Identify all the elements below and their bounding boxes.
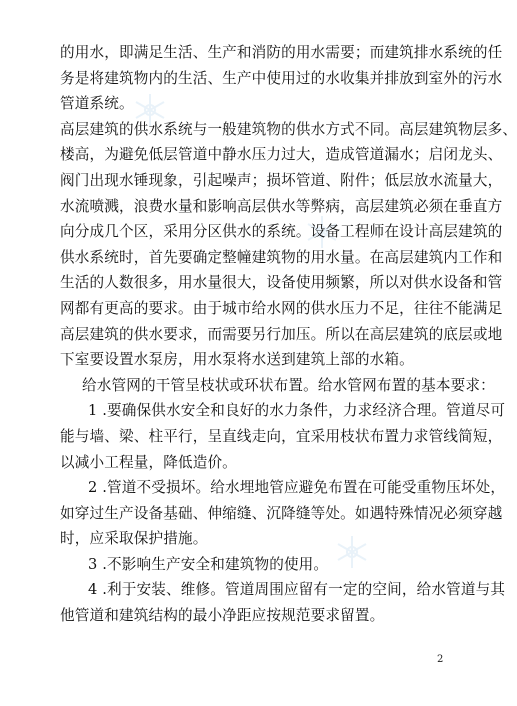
page-number: 2 [437,654,444,665]
text-line: 他管道和建筑结构的最小净距应按规范要求留置。 [60,607,385,625]
text-line: 下室要设置水泵房，用水泵将水送到建筑上部的水箱。 [60,351,414,369]
text-line: 阀门出现水锤现象，引起噪声；损坏管道、附件；低层放水流量大， [60,171,503,189]
text-line: 生活的人数很多，用水量很大，设备使用频繁，所以对供水设备和管 [60,274,503,292]
text-line: 管道系统。 [60,95,134,113]
text-line: 以减小工程量，降低造价。 [60,453,237,471]
text-line: 3 .不影响生产安全和建筑物的使用。 [88,555,329,573]
text-line: 高层建筑的供水要求，而需要另行加压。所以在高层建筑的底层或地 [60,325,503,343]
text-line: 如穿过生产设备基础、伸缩缝、沉降缝等处。如遇特殊情况必须穿越 [60,504,503,522]
text-line: 给水管网的干管呈枝状或环状布置。给水管网布置的基本要求： [82,376,495,394]
text-line: 向分成几个区，采用分区供水的系统。设备工程师在设计高层建筑的 [60,223,503,241]
text-line: 水流喷溅，浪费水量和影响高层供水等弊病，高层建筑必须在垂直方 [60,197,503,215]
text-line: 网都有更高的要求。由于城市给水网的供水压力不足，往往不能满足 [60,299,503,317]
text-line: 2 .管道不受损坏。给水埋地管应避免布置在可能受重物压坏处， [88,479,506,497]
text-line: 4 .利于安装、维修。管道周围应留有一定的空间，给水管道与其 [88,581,506,599]
text-line: 高层建筑的供水系统与一般建筑物的供水方式不同。高层建筑物层多、 [60,120,517,138]
text-line: 1 .要确保供水安全和良好的水力条件，力求经济合理。管道尽可 [88,402,506,420]
text-line: 务是将建筑物内的生活、生产中使用过的水收集并排放到室外的污水 [60,69,503,87]
text-line: 能与墙、梁、柱平行，呈直线走向，宜采用枝状布置力求管线简短， [60,427,503,445]
body-text [60,40,517,629]
text-line: 时，应采取保护措施。 [60,530,208,548]
text-line: 的用水，即满足生活、生产和消防的用水需要；而建筑排水系统的任 [60,44,503,61]
text-line: 楼高，为避免低层管道中静水压力过大，造成管道漏水；启闭龙头、 [60,146,503,164]
text-line: 供水系统时，首先要确定整幢建筑物的用水量。在高层建筑内工作和 [60,248,503,266]
